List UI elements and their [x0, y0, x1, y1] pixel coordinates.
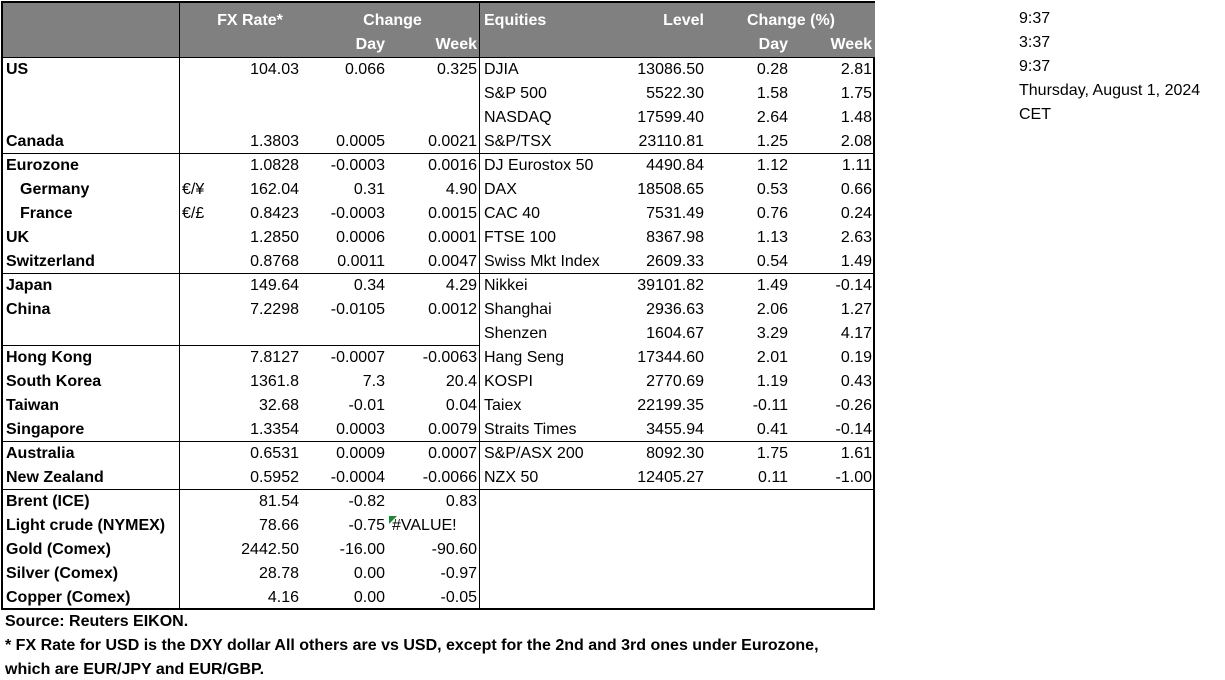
- fx-day-cell: -0.0003: [330, 157, 385, 174]
- equity-name-cell: S&P/ASX 200: [484, 445, 584, 462]
- fx-week-cell: -0.97: [440, 565, 477, 582]
- fx-day-cell: 0.066: [344, 61, 385, 78]
- fx-week-cell: 0.83: [445, 493, 477, 510]
- fx-week-cell: 0.0015: [428, 205, 477, 222]
- equity-level-cell: [603, 514, 704, 538]
- fx-day-cell: -0.0105: [330, 301, 385, 318]
- fx-rate-cell: 1.3803: [250, 133, 299, 150]
- side-time-2: 3:37: [1019, 34, 1051, 51]
- header-level: Level: [663, 12, 704, 29]
- equity-week-cell: 1.11: [842, 157, 872, 174]
- equity-name-cell: Straits Times: [484, 421, 577, 438]
- equity-day-cell: 1.75: [756, 445, 788, 462]
- equity-day-cell: 1.49: [756, 277, 788, 294]
- equity-level-cell: 2770.69: [646, 373, 704, 390]
- equity-name-cell: DJIA: [484, 61, 519, 78]
- equity-level-cell: 7531.49: [646, 205, 704, 222]
- fx-rate-cell: 4.16: [267, 589, 299, 606]
- fx-day-cell: -0.0003: [330, 205, 385, 222]
- equity-level-cell: 8367.98: [646, 229, 704, 246]
- equity-day-cell: 0.53: [756, 181, 788, 198]
- header-bg-country: [3, 3, 179, 57]
- fx-rate-cell: 81.54: [258, 493, 299, 510]
- fx-day-cell: [303, 82, 385, 106]
- equity-week-cell: [793, 586, 872, 610]
- equity-week-cell: 1.75: [840, 85, 872, 102]
- equity-name-cell: Swiss Mkt Index: [484, 253, 600, 270]
- fx-week-cell: 0.0007: [428, 445, 477, 462]
- country-cell: [6, 322, 178, 346]
- fx-day-cell: -0.82: [348, 493, 385, 510]
- fx-week-cell: 0.0012: [428, 301, 477, 318]
- equity-week-cell: [793, 514, 872, 538]
- equity-level-cell: 18508.65: [637, 181, 704, 198]
- fx-week-cell: 4.29: [445, 277, 477, 294]
- fx-day-cell: 7.3: [362, 373, 385, 390]
- equity-day-cell: [713, 586, 788, 610]
- footer-note-1: * FX Rate for USD is the DXY dollar All others are vs USD, except for the 2nd and 3rd ones under Eurozone,: [5, 637, 819, 654]
- equity-level-cell: 17599.40: [637, 109, 704, 126]
- fx-day-cell: 0.0009: [336, 445, 385, 462]
- equity-week-cell: -1.00: [835, 469, 872, 486]
- fx-day-cell: 0.0011: [337, 253, 385, 270]
- side-date: Thursday, August 1, 2024: [1019, 82, 1201, 99]
- country-cell: Switzerland: [6, 253, 95, 270]
- fx-rate-cell: 104.03: [250, 61, 299, 78]
- fx-week-cell: [389, 82, 477, 106]
- equity-name-cell: KOSPI: [484, 373, 533, 390]
- equity-name-cell: Taiex: [484, 397, 522, 414]
- fx-week-cell: 0.0021: [428, 133, 477, 150]
- fx-rate-cell: [203, 106, 299, 130]
- country-cell: Silver (Comex): [6, 565, 119, 582]
- equity-day-cell: 0.28: [756, 61, 788, 78]
- fx-week-cell: [389, 322, 477, 346]
- fx-day-cell: 0.34: [353, 277, 385, 294]
- fx-rate-cell: 1361.8: [250, 373, 299, 390]
- equity-name-cell: Hang Seng: [484, 349, 565, 366]
- fx-day-cell: 0.31: [353, 181, 385, 198]
- equity-day-cell: [713, 490, 788, 514]
- country-cell: Germany: [20, 181, 90, 198]
- country-cell: UK: [6, 229, 30, 246]
- equity-name-cell: NASDAQ: [484, 109, 552, 126]
- footer-source: Source: Reuters EIKON.: [5, 613, 189, 630]
- country-cell: Brent (ICE): [6, 493, 90, 510]
- equity-week-cell: 2.81: [840, 61, 872, 78]
- country-cell: Taiwan: [6, 397, 60, 414]
- equity-level-cell: [603, 538, 704, 562]
- country-cell: Japan: [6, 277, 53, 294]
- fx-day-cell: -0.0004: [330, 469, 385, 486]
- equity-level-cell: 39101.82: [637, 277, 704, 294]
- equity-level-cell: [603, 490, 704, 514]
- equity-week-cell: 0.43: [840, 373, 872, 390]
- equity-level-cell: 13086.50: [637, 61, 704, 78]
- equity-week-cell: 0.19: [840, 349, 872, 366]
- equity-level-cell: 8092.30: [646, 445, 704, 462]
- fx-day-cell: 0.0003: [336, 421, 385, 438]
- equity-day-cell: 1.58: [756, 85, 788, 102]
- fx-rate-cell: 7.8127: [250, 349, 299, 366]
- fx-rate-cell: 1.3354: [250, 421, 299, 438]
- equity-day-cell: 2.06: [756, 301, 788, 318]
- fx-rate-cell: 1.2850: [250, 229, 299, 246]
- fx-day-cell: [303, 106, 385, 130]
- fx-week-cell: #VALUE!: [392, 517, 457, 534]
- equity-level-cell: 22199.35: [637, 397, 704, 414]
- country-cell: Singapore: [6, 421, 85, 438]
- header-eq-week: Week: [830, 36, 872, 53]
- equity-day-cell: 2.01: [756, 349, 788, 366]
- fx-day-cell: 0.00: [353, 589, 385, 606]
- country-cell: Eurozone: [6, 157, 79, 174]
- fx-rate-cell: [203, 322, 299, 346]
- equity-day-cell: [713, 514, 788, 538]
- equity-name-cell: DJ Eurostox 50: [484, 157, 594, 174]
- equity-week-cell: 1.61: [840, 445, 872, 462]
- header-change-pct: Change (%): [747, 12, 835, 29]
- equity-name-cell: S&P 500: [484, 85, 547, 102]
- fx-week-cell: 0.325: [436, 61, 477, 78]
- country-cell: South Korea: [6, 373, 102, 390]
- side-time-3: 9:37: [1019, 58, 1051, 75]
- equity-name-cell: CAC 40: [484, 205, 541, 222]
- country-cell: Gold (Comex): [6, 541, 111, 558]
- fx-rate-cell: 1.0828: [250, 157, 299, 174]
- equity-name-cell: Nikkei: [484, 277, 528, 294]
- fx-day-cell: 0.00: [353, 565, 385, 582]
- country-cell: China: [6, 301, 51, 318]
- equity-level-cell: 3455.94: [646, 421, 704, 438]
- equity-week-cell: [793, 562, 872, 586]
- equity-week-cell: 1.27: [840, 301, 872, 318]
- fx-day-cell: -0.01: [348, 397, 385, 414]
- fx-week-cell: [389, 106, 477, 130]
- equity-name-cell: Shenzen: [484, 325, 548, 342]
- equity-week-cell: 4.17: [840, 325, 872, 342]
- equity-day-cell: 0.76: [756, 205, 788, 222]
- equity-day-cell: 1.13: [756, 229, 788, 246]
- equity-name-cell: S&P/TSX: [484, 133, 552, 150]
- fx-rate-cell: 78.66: [258, 517, 299, 534]
- equity-level-cell: 5522.30: [646, 85, 704, 102]
- equity-level-cell: [603, 562, 704, 586]
- equity-day-cell: [713, 538, 788, 562]
- equity-week-cell: 1.49: [840, 253, 872, 270]
- equity-name-cell: Shanghai: [484, 301, 552, 318]
- fx-day-cell: -16.00: [339, 541, 385, 558]
- equity-day-cell: -0.11: [752, 397, 788, 414]
- fx-day-cell: [303, 322, 385, 346]
- fx-day-cell: -0.0007: [330, 349, 385, 366]
- equity-level-cell: 17344.60: [637, 349, 704, 366]
- footer-note-2: which are EUR/JPY and EUR/GBP.: [5, 661, 265, 678]
- fx-week-cell: 0.0047: [428, 253, 477, 270]
- equity-week-cell: [793, 490, 872, 514]
- country-cell: New Zealand: [6, 469, 104, 486]
- equity-name-cell: DAX: [484, 181, 517, 198]
- equity-day-cell: 1.19: [756, 373, 788, 390]
- country-cell: Copper (Comex): [6, 589, 131, 606]
- fx-rate-cell: 2442.50: [241, 541, 299, 558]
- fx-rate-cell: 28.78: [258, 565, 299, 582]
- equity-level-cell: 23110.81: [638, 133, 704, 150]
- fx-week-cell: 20.4: [445, 373, 477, 390]
- side-timezone: CET: [1019, 106, 1051, 123]
- fx-week-cell: -0.05: [440, 589, 477, 606]
- header-week: Week: [435, 36, 477, 53]
- country-cell: Canada: [6, 133, 64, 150]
- fx-week-cell: -0.0063: [422, 349, 477, 366]
- fx-rate-cell: 0.8768: [250, 253, 299, 270]
- equity-week-cell: -0.14: [835, 421, 872, 438]
- equity-week-cell: 2.08: [840, 133, 872, 150]
- fx-week-cell: -0.0066: [422, 469, 477, 486]
- fx-day-cell: 0.0006: [336, 229, 385, 246]
- fx-rate-cell: 162.04: [250, 181, 299, 198]
- equity-day-cell: 3.29: [756, 325, 788, 342]
- equity-week-cell: 1.48: [840, 109, 872, 126]
- equity-day-cell: 0.11: [758, 469, 788, 486]
- equity-week-cell: [793, 538, 872, 562]
- country-cell: Light crude (NYMEX): [6, 517, 166, 534]
- fx-rate-cell: 0.8423: [250, 205, 299, 222]
- equity-day-cell: 0.54: [756, 253, 788, 270]
- fx-week-cell: 4.90: [445, 181, 477, 198]
- fx-day-cell: -0.75: [348, 517, 385, 534]
- header-change: Change: [363, 12, 422, 29]
- equity-day-cell: 1.25: [756, 133, 788, 150]
- pair-cell: €/£: [182, 205, 205, 222]
- equity-level-cell: [603, 586, 704, 610]
- fx-rate-cell: 32.68: [258, 397, 299, 414]
- equity-week-cell: 0.24: [840, 205, 872, 222]
- equity-level-cell: 2936.63: [646, 301, 704, 318]
- fx-rate-cell: 149.64: [250, 277, 299, 294]
- fx-week-cell: 0.0016: [428, 157, 477, 174]
- header-eq-day: Day: [758, 36, 788, 53]
- country-cell: France: [20, 205, 73, 222]
- fx-day-cell: 0.0005: [336, 133, 385, 150]
- fx-rate-cell: 7.2298: [250, 301, 299, 318]
- header-equities: Equities: [484, 12, 547, 29]
- equity-level-cell: 12405.27: [637, 469, 704, 486]
- equity-level-cell: 1604.67: [646, 325, 704, 342]
- country-cell: US: [6, 61, 29, 78]
- country-cell: [6, 106, 178, 130]
- fx-rate-cell: 0.5952: [250, 469, 299, 486]
- side-time-1: 9:37: [1019, 10, 1051, 27]
- equity-name-cell: NZX 50: [484, 469, 539, 486]
- equity-day-cell: 2.64: [756, 109, 788, 126]
- equity-name-cell: FTSE 100: [484, 229, 557, 246]
- equity-level-cell: 4490.84: [646, 157, 704, 174]
- equity-week-cell: 2.63: [840, 229, 872, 246]
- country-cell: Hong Kong: [6, 349, 93, 366]
- fx-rate-cell: 0.6531: [250, 445, 299, 462]
- equity-day-cell: 1.12: [756, 157, 788, 174]
- header-fx-rate: FX Rate*: [217, 12, 283, 29]
- equity-level-cell: 2609.33: [646, 253, 704, 270]
- header-day: Day: [355, 36, 385, 53]
- equity-week-cell: -0.26: [835, 397, 872, 414]
- fx-week-cell: 0.0001: [428, 229, 477, 246]
- fx-week-cell: 0.04: [445, 397, 477, 414]
- fx-rate-cell: [203, 82, 299, 106]
- equity-day-cell: 0.41: [756, 421, 788, 438]
- country-cell: Australia: [6, 445, 75, 462]
- equity-week-cell: 0.66: [840, 181, 872, 198]
- equity-week-cell: -0.14: [835, 277, 872, 294]
- country-cell: [6, 82, 178, 106]
- fx-week-cell: 0.0079: [428, 421, 477, 438]
- pair-cell: €/¥: [182, 181, 205, 198]
- market-table: [1, 1, 875, 610]
- fx-week-cell: -90.60: [431, 541, 477, 558]
- col-divider-country: [179, 3, 180, 608]
- equity-day-cell: [713, 562, 788, 586]
